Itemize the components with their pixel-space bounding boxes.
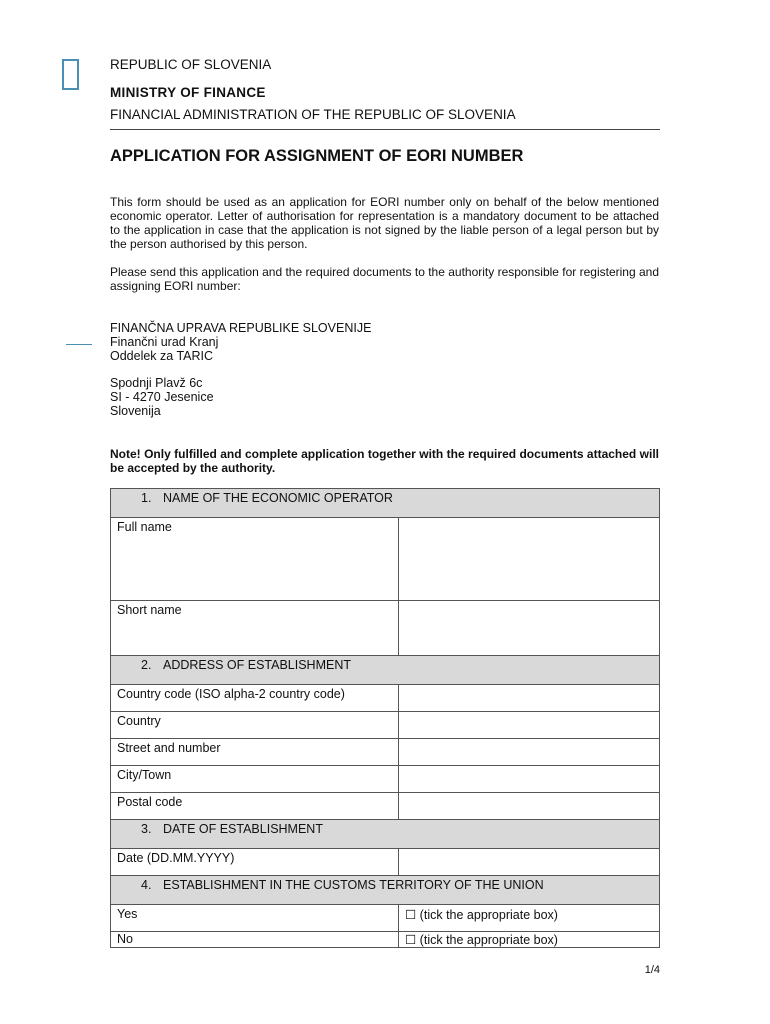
section-title: NAME OF THE ECONOMIC OPERATOR <box>163 491 393 505</box>
section-title: ESTABLISHMENT IN THE CUSTOMS TERRITORY OF THE UNION <box>163 878 544 892</box>
coat-of-arms-icon <box>62 59 79 90</box>
intro-paragraph: This form should be used as an application for EORI number only on behalf of the below mentioned economic operator. Letter of authorisation for representation is a mandatory document to be attached to the application in case that the application is not signed by the liable person of a legal person but by the person authorised by this person. <box>110 195 659 251</box>
authority-street: Spodnji Plavž 6c <box>110 376 203 390</box>
send-instructions: Please send this application and the required documents to the authority responsible for registering and assigning EORI number: <box>110 265 660 293</box>
section-4-header <box>111 876 660 905</box>
street-field[interactable] <box>399 739 660 766</box>
ministry-heading: MINISTRY OF FINANCE <box>110 85 266 100</box>
republic-heading: REPUBLIC OF SLOVENIA <box>110 57 272 72</box>
authority-line1: FINANČNA UPRAVA REPUBLIKE SLOVENIJE <box>110 321 372 335</box>
section-2-header <box>111 656 660 685</box>
yes-label: Yes <box>111 905 399 932</box>
authority-city: SI - 4270 Jesenice <box>110 390 214 404</box>
short-name-label: Short name <box>111 601 399 656</box>
yes-checkbox[interactable]: ☐ (tick the appropriate box) <box>399 905 660 932</box>
authority-line3: Oddelek za TARIC <box>110 349 214 363</box>
no-label: No <box>111 932 399 948</box>
postal-code-label: Postal code <box>111 793 399 820</box>
street-label: Street and number <box>111 739 399 766</box>
country-label: Country <box>111 712 399 739</box>
section-number: 3. <box>141 822 152 836</box>
postal-code-field[interactable] <box>399 793 660 820</box>
no-checkbox[interactable]: ☐ (tick the appropriate box) <box>399 932 660 948</box>
full-name-label: Full name <box>111 518 399 601</box>
authority-country: Slovenija <box>110 404 161 418</box>
authority-postal-block <box>110 376 214 418</box>
administration-heading: FINANCIAL ADMINISTRATION OF THE REPUBLIC OF SLOVENIA <box>110 107 516 122</box>
section-3-header <box>111 820 660 849</box>
note-text: Note! Only fulfilled and complete application together with the required documents attached will be accepted by the authority. <box>110 447 659 475</box>
margin-mark <box>66 344 92 345</box>
date-field[interactable] <box>399 849 660 876</box>
section-1-header <box>111 489 660 518</box>
full-name-field[interactable] <box>399 518 660 601</box>
section-number: 1. <box>141 491 152 505</box>
page-title: APPLICATION FOR ASSIGNMENT OF EORI NUMBER <box>110 147 524 165</box>
application-form-table <box>110 488 660 948</box>
country-code-label: Country code (ISO alpha-2 country code) <box>111 685 399 712</box>
authority-address-block <box>110 321 371 363</box>
section-title: ADDRESS OF ESTABLISHMENT <box>163 658 351 672</box>
short-name-field[interactable] <box>399 601 660 656</box>
header-divider <box>110 129 660 130</box>
city-label: City/Town <box>111 766 399 793</box>
country-code-field[interactable] <box>399 685 660 712</box>
date-label: Date (DD.MM.YYYY) <box>111 849 399 876</box>
section-title: DATE OF ESTABLISHMENT <box>163 822 323 836</box>
authority-line2: Finančni urad Kranj <box>110 335 219 349</box>
section-number: 4. <box>141 878 152 892</box>
page-number: 1/4 <box>644 964 660 976</box>
city-field[interactable] <box>399 766 660 793</box>
section-number: 2. <box>141 658 152 672</box>
country-field[interactable] <box>399 712 660 739</box>
